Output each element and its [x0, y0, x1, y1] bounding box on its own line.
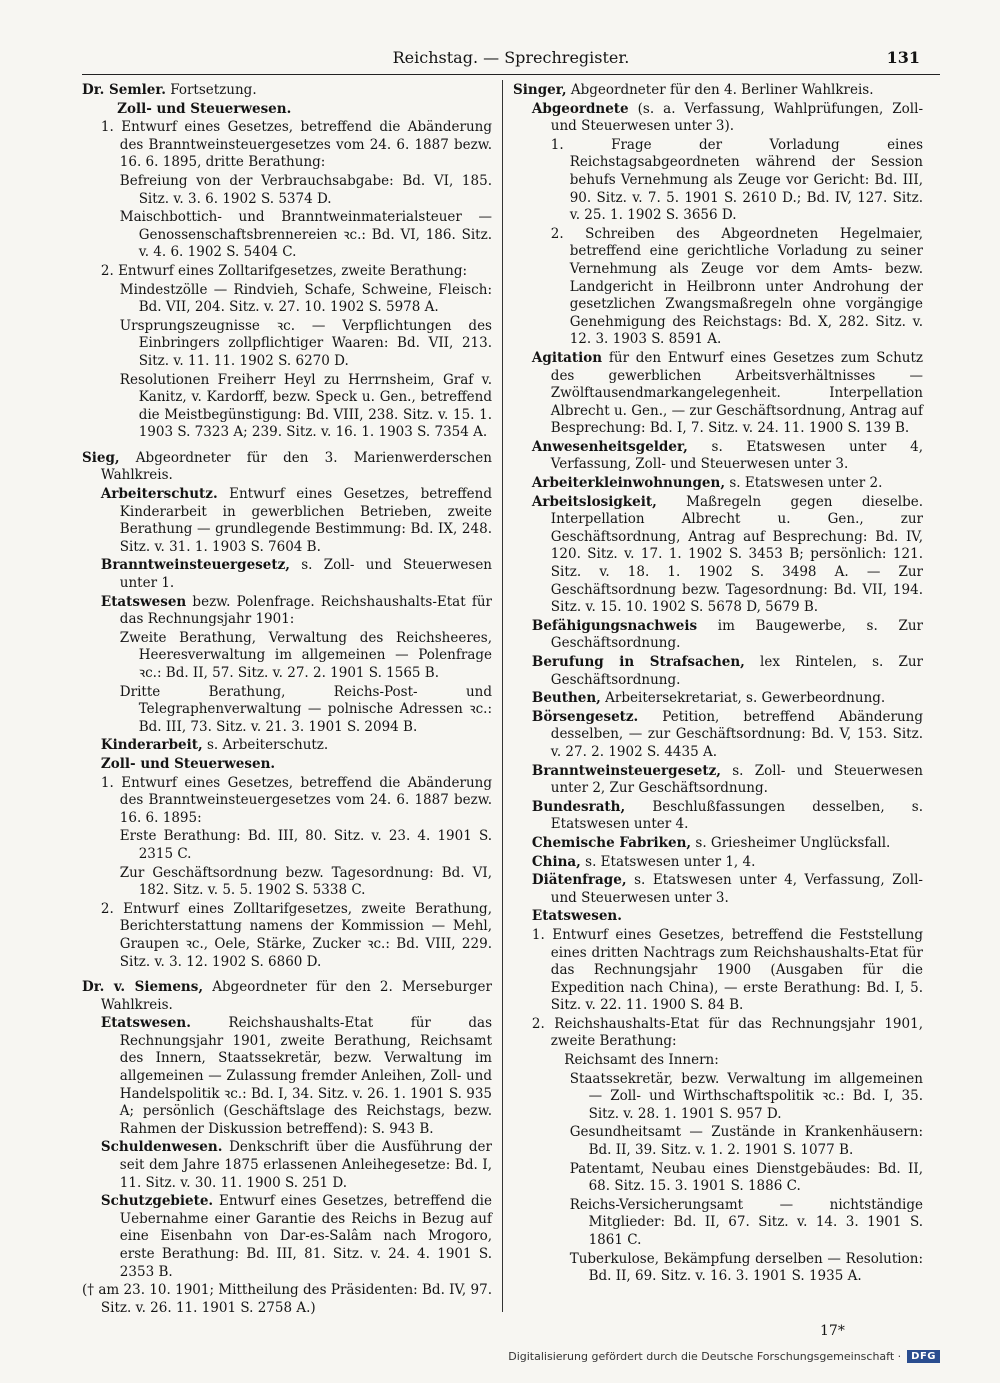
entry-text: Erste Berathung: Bd. III, 80. Sitz. v. 23. 4. 1901 S. 2315 C.	[119, 828, 492, 862]
entry-heading: Diätenfrage,	[531, 872, 627, 889]
index-entry	[513, 799, 923, 834]
entry-text: bezw. Polenfrage. Reichshaushalts-Etat für das Rechnungsjahr 1901:	[119, 593, 492, 628]
index-entry	[513, 763, 923, 798]
entry-text: 2. Entwurf eines Zolltarifgesetzes, zweite Berathung:	[100, 262, 468, 279]
index-entry	[82, 82, 492, 100]
entry-text: 2. Entwurf eines Zolltarifgesetzes, zweite Berathung, Berichterstattung namens der Kommission — Mehl, Graupen ꝛc., Oele, Stärke, Zucker ꝛc.: Bd. VIII, 229. Sitz. v. 3. 12. 1902 S. 6860 D.	[100, 900, 492, 970]
entry-heading: Schuldenwesen.	[100, 1139, 223, 1156]
right-column	[513, 82, 923, 1287]
index-entry	[82, 775, 492, 828]
entry-text: im Baugewerbe, s. Zur Geschäftsordnung.	[550, 617, 923, 652]
index-entry	[82, 318, 492, 371]
entry-heading: Agitation	[531, 349, 603, 366]
index-entry	[82, 756, 492, 774]
entry-heading: Schutzgebiete.	[100, 1193, 214, 1210]
entry-text: Arbeitersekretariat, s. Gewerbeordnung.	[600, 690, 886, 707]
index-entry	[513, 835, 923, 853]
index-entry	[82, 1193, 492, 1281]
index-entry	[513, 475, 923, 493]
entry-text: Gesundheitsamt — Zustände in Krankenhäusern: Bd. II, 39. Sitz. v. 1. 2. 1901 S. 1077 B.	[569, 1124, 923, 1159]
entry-heading: Dr. Semler.	[82, 82, 166, 98]
index-entry	[513, 82, 923, 100]
index-entry	[82, 1139, 492, 1192]
dfg-logo-icon: DFG	[907, 1350, 940, 1363]
left-column	[82, 82, 492, 1318]
entry-text: Reichshaushalts-Etat für das Rechnungsjahr 1901, zweite Berathung, Reichsamt des Innern, Staatssekretär, bezw. Verwaltung im allgemeinen — Zulassung fremder Anleihen, Zoll- und Handelspolitik ꝛc.: Bd. I, 34. Sitz. v. 26. 1. 1901 S. 935 A; persönlich (Geschäftslage des Reichstags, bezw. Rahmen der Diskussion betreffend): S. 943 B.	[119, 1015, 492, 1137]
index-entry	[513, 872, 923, 907]
entry-text: 1. Entwurf eines Gesetzes, betreffend die Feststellung eines dritten Nachtrags zum Reichshaushalts-Etat für das Rechnungsjahr 1900 (Ausgaben für die Expedition nach China), — erste Berathung: Bd. I, 5. Sitz. v. 22. 11. 1900 S. 84 B.	[531, 926, 923, 1014]
entry-text: Zoll- und Steuerwesen.	[117, 100, 292, 117]
index-entry	[513, 494, 923, 617]
index-entry	[513, 654, 923, 689]
entry-text: (s. a. Verfassung, Wahlprüfungen, Zoll- und Steuerwesen unter 3).	[550, 100, 923, 135]
index-entry	[513, 1071, 923, 1124]
entry-heading: Börsengesetz.	[531, 708, 639, 725]
entry-heading: Bundesrath,	[531, 798, 626, 815]
index-entry	[513, 350, 923, 438]
entry-text: Reichsamt des Innern:	[564, 1052, 719, 1069]
entry-text: s. Etatswesen unter 1, 4.	[580, 853, 756, 870]
entry-text: Mindestzölle — Rindvieh, Schafe, Schweine, Fleisch: Bd. VII, 204. Sitz. v. 27. 10. 1902 S. 5978 A.	[119, 281, 492, 316]
index-entry	[513, 1052, 923, 1070]
entry-text: Zur Geschäftsordnung bezw. Tagesordnung: Bd. VI, 182. Sitz. v. 5. 5. 1902 S. 5338 C.	[119, 864, 492, 899]
header-rule	[82, 74, 940, 75]
index-entry	[513, 1161, 923, 1196]
entry-text: s. Arbeiterschutz.	[202, 737, 329, 754]
entry-heading: Branntweinsteuergesetz,	[100, 557, 290, 574]
entry-text: Tuberkulose, Bekämpfung derselben — Resolution: Bd. II, 69. Sitz. v. 16. 3. 1901 S. 1935 A.	[569, 1250, 923, 1285]
entry-text: 2. Schreiben des Abgeordneten Hegelmaier, betreffend eine gerichtliche Vorladung zu seiner Vernehmung als Zeuge vor dem Amts- bezw. Landgericht in Heilbronn unter Androhung der gesetzlichen Zwangsmaßregeln ohne vorgängige Genehmigung des Reichstags: Bd. X, 282. Sitz. v. 12. 3. 1903 S. 8591 A.	[550, 225, 923, 348]
entry-text: Entwurf eines Gesetzes, betreffend die Uebernahme einer Garantie des Reichs in Bezug auf eine Eisenbahn von Dar-es-Salâm nach Mrogoro, erste Berathung: Bd. III, 81. Sitz. v. 24. 4. 1901 S. 2353 B.	[119, 1193, 492, 1280]
page-number: 131	[886, 48, 920, 67]
index-entry	[513, 854, 923, 872]
entry-heading: Etatswesen.	[531, 908, 622, 925]
index-entry	[82, 209, 492, 262]
entry-heading: Anwesenheitsgelder,	[531, 438, 688, 455]
entry-heading: Dr. v. Siemens,	[82, 979, 204, 996]
entry-text: Zweite Berathung, Verwaltung des Reichsheeres, Heeresverwaltung im allgemeinen — Polenfrage ꝛc.: Bd. II, 57. Sitz. v. 27. 2. 1901 S. 1565 B.	[119, 629, 492, 681]
entry-text: Entwurf eines Gesetzes, betreffend Kinderarbeit in gewerblichen Betrieben, zweite Berathung — grundlegende Bestimmung: Bd. IX, 248. Sitz. v. 31. 1. 1903 S. 7604 B.	[119, 486, 492, 555]
index-entry	[82, 173, 492, 208]
entry-heading: Beuthen,	[531, 690, 601, 707]
entry-text: 1. Frage der Vorladung eines Reichstagsabgeordneten während der Session behufs Vernehmung als Zeuge vor Gericht: Bd. III, 90. Sitz. v. 7. 5. 1901 S. 2610 D.; Bd. IV, 127. Sitz. v. 25. 1. 1902 S. 3656 D.	[550, 136, 923, 224]
entry-heading: Sieg,	[82, 449, 120, 466]
entry-text: Dritte Berathung, Reichs-Post- und Telegraphenverwaltung — polnische Adressen ꝛc.: Bd. III, 73. Sitz. v. 21. 3. 1901 S. 2094 B.	[119, 683, 492, 735]
entry-heading: Abgeordnete	[531, 100, 629, 117]
entry-text: Ursprungszeugnisse ꝛc. — Verpflichtungen des Einbringers zollpflichtiger Waaren: Bd. VII, 213. Sitz. v. 11. 11. 1902 S. 6270 D.	[119, 317, 492, 369]
entry-heading: Arbeiterkleinwohnungen,	[531, 475, 726, 492]
signature-mark: 17*	[820, 1323, 845, 1339]
entry-heading: Berufung in Strafsachen,	[531, 654, 745, 670]
entry-heading: Arbeiterschutz.	[100, 486, 218, 503]
page-header	[82, 46, 940, 72]
entry-heading: Singer,	[513, 82, 567, 98]
index-entry	[82, 282, 492, 317]
index-entry	[513, 690, 923, 708]
running-title: Reichstag. — Sprechregister.	[392, 48, 630, 67]
entry-text: s. Etatswesen unter 4, Verfassung, Zoll- und Steuerwesen unter 3.	[550, 872, 923, 906]
entry-text: s. Griesheimer Unglücksfall.	[691, 834, 891, 851]
index-entry	[513, 1016, 923, 1051]
entry-text: Abgeordneter für den 4. Berliner Wahlkreis.	[566, 82, 874, 98]
index-entry	[513, 101, 923, 136]
entry-text: s. Etatswesen unter 4, Verfassung, Zoll- und Steuerwesen unter 3.	[550, 438, 923, 473]
entry-text: († am 23. 10. 1901; Mittheilung des Präsidenten: Bd. IV, 97. Sitz. v. 26. 11. 1901 S. 2758 A.)	[82, 1282, 492, 1316]
entry-text: Reichs-Versicherungsamt — nichtständige Mitglieder: Bd. II, 67. Sitz. v. 14. 3. 1901 S. 1861 C.	[569, 1196, 923, 1248]
index-entry	[82, 630, 492, 683]
index-entry	[82, 450, 492, 485]
entry-text: 2. Reichshaushalts-Etat für das Rechnungsjahr 1901, zweite Berathung:	[531, 1015, 923, 1050]
index-entry	[82, 557, 492, 592]
entry-text: Petition, betreffend Abänderung desselben, — zur Geschäftsordnung: Bd. V, 153. Sitz. v. 27. 2. 1902 S. 4435 A.	[550, 708, 923, 760]
entry-text: Fortsetzung.	[165, 82, 257, 98]
index-entry	[82, 263, 492, 281]
index-entry	[82, 901, 492, 971]
index-entry	[513, 1124, 923, 1159]
index-entry	[82, 372, 492, 442]
entry-text: Resolutionen Freiherr Heyl zu Herrnsheim, Graf v. Kanitz, v. Kardorff, bezw. Speck u. Gen., betreffend die Meistbegünstigung: Bd. VIII, 238. Sitz. v. 15. 1. 1903 S. 7323 A; 239. Sitz. v. 16. 1. 1903 S. 7354 A.	[119, 371, 492, 441]
entry-text: Staatssekretär, bezw. Verwaltung im allgemeinen — Zoll- und Wirthschaftspolitik ꝛc.: Bd. I, 35. Sitz. v. 28. 1. 1901 S. 957 D.	[569, 1070, 923, 1122]
index-entry	[513, 1251, 923, 1286]
entry-text: Beschlußfassungen desselben, s. Etatswesen unter 4.	[550, 798, 923, 833]
index-entry	[82, 865, 492, 900]
index-entry	[82, 119, 492, 172]
entry-heading: Branntweinsteuergesetz,	[531, 762, 721, 779]
entry-text: 1. Entwurf eines Gesetzes, betreffend die Abänderung des Branntweinsteuergesetzes vom 24. 6. 1887 bezw. 16. 6. 1895:	[100, 774, 492, 826]
index-entry	[513, 927, 923, 1015]
entry-heading: Befähigungsnachweis	[531, 617, 698, 634]
entry-text: 1. Entwurf eines Gesetzes, betreffend die Abänderung des Branntweinsteuergesetzes vom 24. 6. 1887 bezw. 16. 6. 1895, dritte Berathung:	[100, 119, 492, 171]
index-entry	[82, 979, 492, 1014]
index-entry	[82, 486, 492, 556]
index-entry	[513, 908, 923, 926]
entry-heading: Chemische Fabriken,	[531, 834, 692, 851]
entry-text: s. Zoll- und Steuerwesen unter 1.	[119, 557, 492, 592]
index-entry	[513, 439, 923, 474]
entry-text: Maßregeln gegen dieselbe. Interpellation Albrecht u. Gen., zur Geschäftsordnung, Antrag auf Besprechung: Bd. IV, 120. Sitz. v. 17. 1. 1902 S. 3453 B; persönlich: 121. Sitz. v. 18. 1. 1902 S. 3498 A. — Zur Geschäftsordnung bezw. Tagesordnung: Bd. VII, 194. Sitz. v. 15. 10. 1902 S. 5678 D, 5679 B.	[550, 493, 923, 616]
index-entry	[513, 137, 923, 225]
entry-heading: China,	[531, 853, 581, 870]
index-entry	[82, 101, 492, 119]
entry-heading: Zoll- und Steuerwesen.	[100, 755, 276, 772]
index-entry	[82, 1282, 492, 1317]
entry-text: lex Rintelen, s. Zur Geschäftsordnung.	[550, 654, 923, 688]
entry-text: Abgeordneter für den 3. Marienwerderschen Wahlkreis.	[100, 449, 492, 484]
index-entry	[82, 594, 492, 629]
column-divider	[502, 80, 503, 1312]
index-entry	[82, 737, 492, 755]
index-entry	[513, 709, 923, 762]
entry-text: Denkschrift über die Ausführung der seit dem Jahre 1875 erlassenen Anleihegesetze: Bd. I, 11. Sitz. v. 30. 11. 1900 S. 251 D.	[119, 1139, 492, 1191]
entry-text: Abgeordneter für den 2. Merseburger Wahlkreis.	[100, 979, 492, 1013]
index-entry	[82, 1015, 492, 1138]
entry-text: s. Etatswesen unter 2.	[725, 475, 883, 492]
footer-credit	[508, 1350, 940, 1363]
index-entry	[513, 618, 923, 653]
entry-heading: Etatswesen.	[100, 1015, 191, 1032]
entry-text: s. Zoll- und Steuerwesen unter 2, Zur Geschäftsordnung.	[550, 762, 923, 797]
index-entry	[82, 684, 492, 737]
entry-heading: Etatswesen	[100, 593, 187, 610]
entry-heading: Arbeitslosigkeit,	[531, 493, 657, 510]
entry-text: Maischbottich- und Branntweinmaterialsteuer — Genossenschaftsbrennereien ꝛc.: Bd. VI, 186. Sitz. v. 4. 6. 1902 S. 5404 C.	[119, 209, 492, 261]
entry-heading: Kinderarbeit,	[100, 737, 203, 754]
index-entry	[82, 828, 492, 863]
footer-text: Digitalisierung gefördert durch die Deutsche Forschungsgemeinschaft ·	[508, 1350, 902, 1363]
entry-text: Patentamt, Neubau eines Dienstgebäudes: Bd. II, 68. Sitz. 15. 3. 1901 S. 1886 C.	[569, 1160, 923, 1195]
index-entry	[513, 1197, 923, 1250]
entry-text: für den Entwurf eines Gesetzes zum Schutz des gewerblichen Arbeitsverhältnisses — Zwölftausendmarkangelegenheit. Interpellation Albrecht u. Gen., — zur Geschäftsordnung, Antrag auf Besprechung: Bd. I, 7. Sitz. v. 24. 11. 1900 S. 139 B.	[550, 349, 923, 437]
entry-text: Befreiung von der Verbrauchsabgabe: Bd. VI, 185. Sitz. v. 3. 6. 1902 S. 5374 D.	[119, 172, 492, 207]
index-entry	[513, 226, 923, 349]
